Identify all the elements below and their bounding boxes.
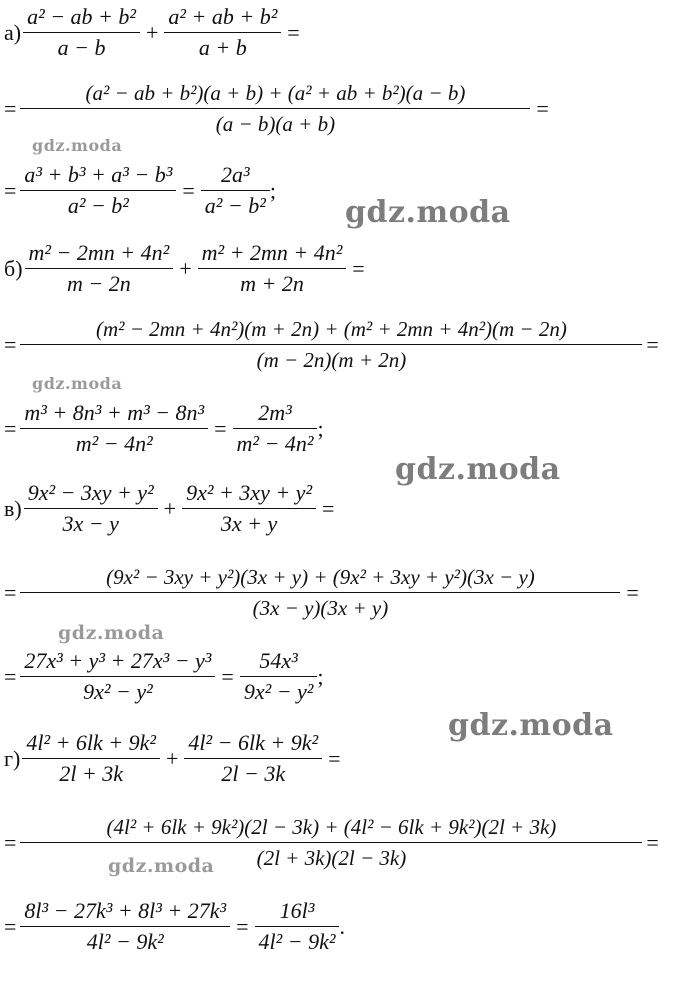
equals-sign: = [4,415,17,441]
part-a-step3 [4,160,674,221]
fraction [233,398,318,459]
denominator: 2l − 3k [221,761,286,786]
fraction [255,896,340,957]
equals-sign: = [4,579,17,605]
denominator: 9x² − y² [83,679,153,704]
watermark: gdz.moda [448,708,614,743]
plus-sign: + [179,255,192,281]
fraction [20,646,215,707]
part-b-step1 [4,238,674,299]
equals-sign: = [4,829,17,855]
part-b-step3 [4,398,674,459]
denominator: 3x + y [220,511,278,536]
fraction [198,238,347,299]
denominator: m − 2n [67,271,131,296]
plus-sign: + [166,745,179,771]
denominator: a + b [198,35,247,60]
part-d-label: г) [4,745,21,771]
denominator: (a − b)(a + b) [215,112,336,136]
numerator: 54x³ [259,648,298,673]
numerator: 4l² − 6lk + 9k² [188,730,319,755]
numerator: a² − ab + b² [27,4,136,29]
part-d-step2 [4,812,674,873]
part-a-step1 [4,2,674,63]
equals-sign: = [322,495,335,521]
numerator: (m² − 2mn + 4n²)(m + 2n) + (m² + 2mn + 4n²)(m − 2n) [96,317,567,341]
equals-sign: = [626,579,639,605]
denominator: m² − 4n² [75,431,153,456]
fraction [25,238,174,299]
part-a-step2 [4,78,674,139]
numerator: (4l² + 6lk + 9k²)(2l − 3k) + (4l² − 6lk + 9k²)(2l + 3k) [106,815,557,839]
fraction [20,398,208,459]
equals-sign: = [646,829,659,855]
semicolon: ; [269,177,276,203]
watermark: gdz.moda [58,622,165,644]
watermark: gdz.moda [395,452,561,487]
part-c-step1 [4,478,674,539]
fraction [23,2,140,63]
denominator: a − b [57,35,106,60]
watermark: gdz.moda [32,374,123,393]
equals-sign: = [4,331,17,357]
part-c-label: в) [4,495,22,521]
fraction [20,896,230,957]
fraction [20,160,176,221]
watermark: gdz.moda [32,136,123,155]
numerator: 9x² − 3xy + y² [27,480,154,505]
fraction [182,478,316,539]
part-b-step2 [4,314,674,375]
part-d-step3 [4,896,674,957]
part-a-label: а) [4,19,22,45]
denominator: 4l² − 9k² [86,929,164,954]
equals-sign: = [536,95,549,121]
fraction [20,78,530,139]
watermark: gdz.moda [108,855,215,877]
equals-sign: = [4,913,17,939]
equals-sign: = [328,745,341,771]
equals-sign: = [182,177,195,203]
part-c-step3 [4,646,674,707]
denominator: (m − 2n)(m + 2n) [256,348,407,372]
fraction [164,2,281,63]
numerator: m³ + 8n³ + m³ − 8n³ [24,400,205,425]
fraction [201,160,270,221]
numerator: m² + 2mn + 4n² [201,240,343,265]
numerator: 2m³ [258,400,292,425]
numerator: (a² − ab + b²)(a + b) + (a² + ab + b²)(a − b) [85,81,466,105]
denominator: m² − 4n² [236,431,314,456]
denominator: a² − b² [67,193,129,218]
watermark: gdz.moda [345,195,511,230]
fraction [240,646,318,707]
denominator: 3x − y [62,511,119,536]
numerator: 16l³ [279,898,315,923]
numerator: 8l³ − 27k³ + 8l³ + 27k³ [24,898,227,923]
fraction [22,728,160,789]
equals-sign: = [221,663,234,689]
period: . [339,913,345,939]
denominator: 9x² − y² [243,679,314,704]
semicolon: ; [317,663,324,689]
numerator: 27x³ + y³ + 27x³ − y³ [24,648,212,673]
numerator: a³ + b³ + a³ − b³ [24,162,173,187]
denominator: (3x − y)(3x + y) [252,596,389,620]
numerator: 2a³ [220,162,250,187]
denominator: 4l² − 9k² [258,929,336,954]
equals-sign: = [646,331,659,357]
numerator: a² + ab + b² [168,4,278,29]
equals-sign: = [287,19,300,45]
part-c-step2 [4,562,674,623]
numerator: m² − 2mn + 4n² [28,240,170,265]
semicolon: ; [317,415,324,441]
numerator: 9x² + 3xy + y² [186,480,313,505]
denominator: 2l + 3k [59,761,124,786]
part-b-label: б) [4,255,23,281]
equals-sign: = [214,415,227,441]
plus-sign: + [145,19,159,45]
denominator: a² − b² [204,193,266,218]
numerator: (9x² − 3xy + y²)(3x + y) + (9x² + 3xy + y²)(3x − y) [106,565,535,589]
fraction [20,314,642,375]
equals-sign: = [4,95,17,121]
fraction [24,478,158,539]
equals-sign: = [236,913,249,939]
equals-sign: = [352,255,365,281]
equals-sign: = [4,663,17,689]
fraction [20,562,620,623]
plus-sign: + [163,495,177,521]
denominator: (2l + 3k)(2l − 3k) [256,846,407,870]
numerator: 4l² + 6lk + 9k² [26,730,156,755]
equals-sign: = [4,177,17,203]
denominator: m + 2n [240,271,304,296]
fraction [184,728,322,789]
